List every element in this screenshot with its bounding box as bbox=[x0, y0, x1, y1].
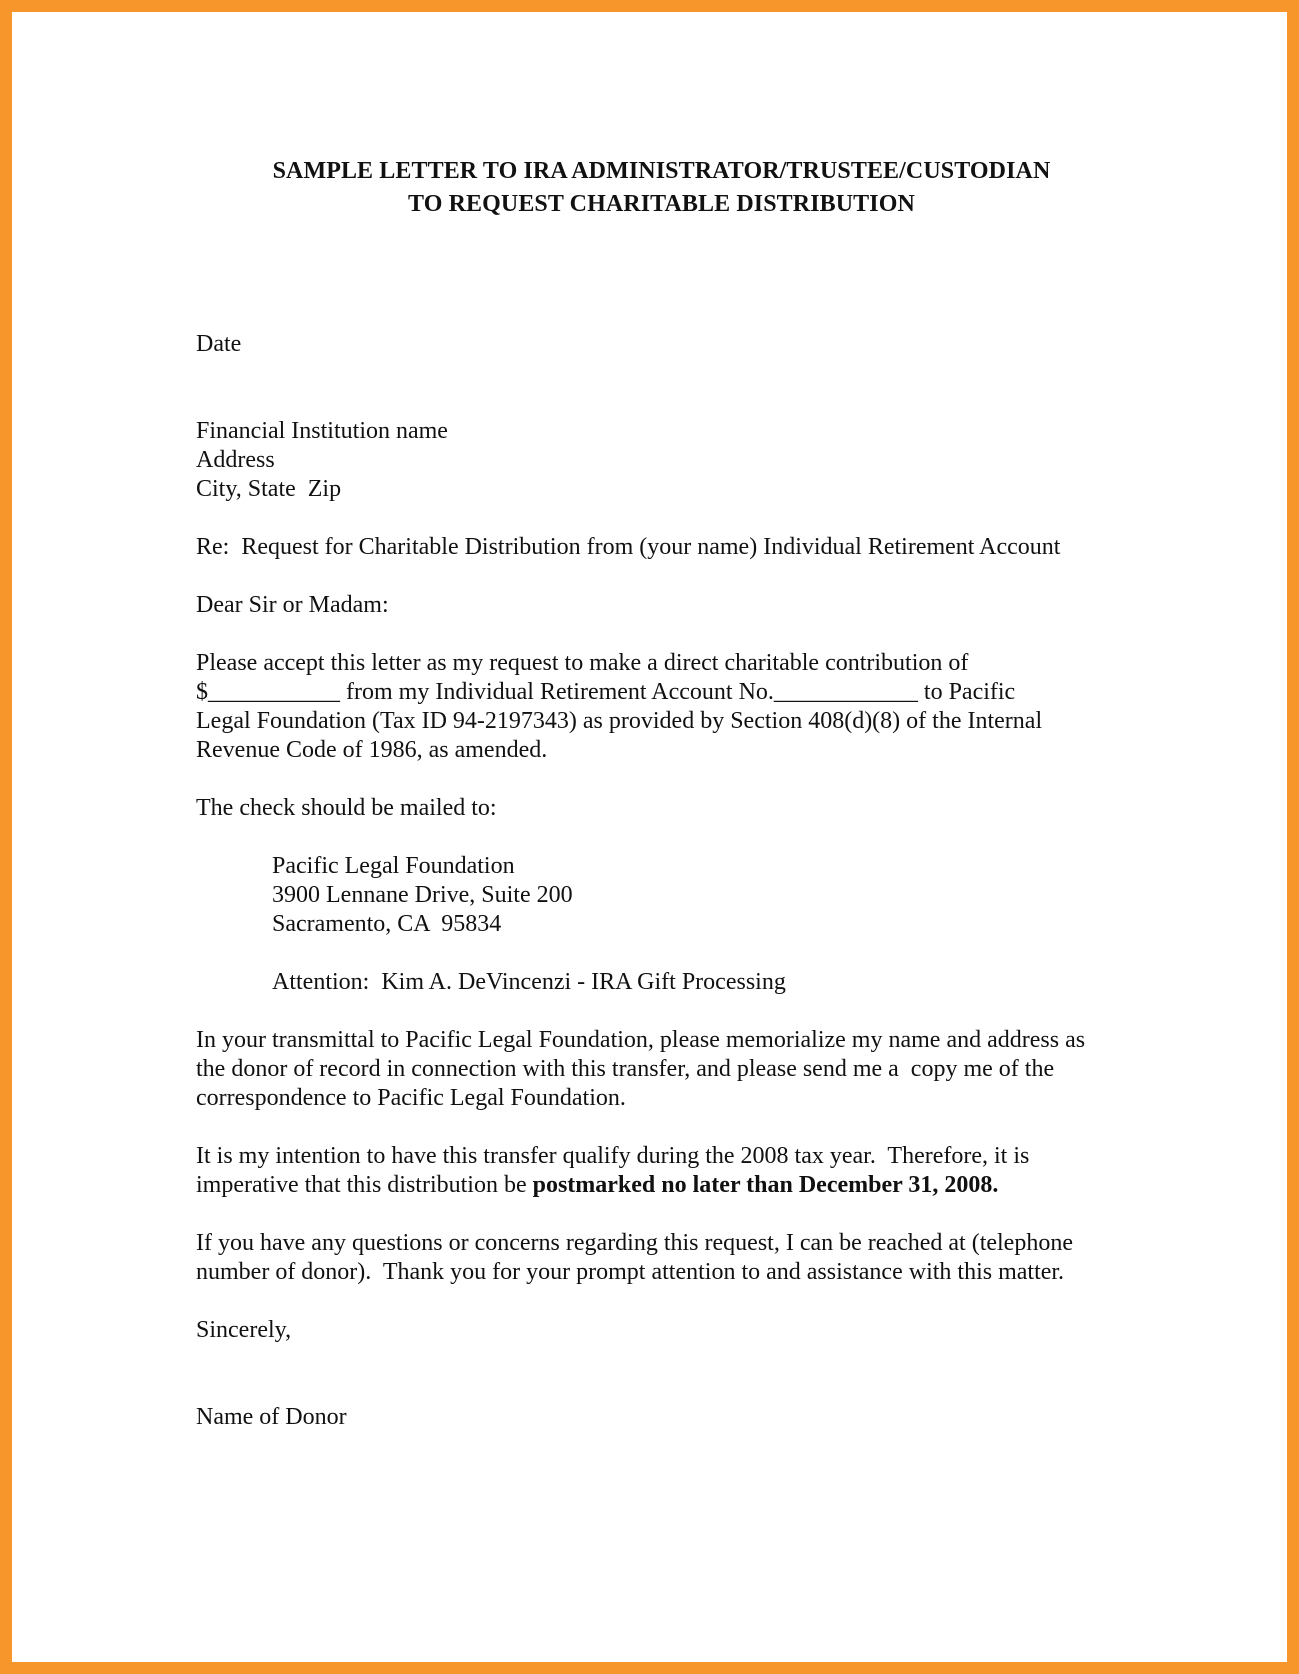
para1-line-3: Legal Foundation (Tax ID 94-2197343) as provided by Section 408(d)(8) of the Internal bbox=[196, 708, 1043, 734]
para3-plain-text: imperative that this distribution be bbox=[196, 1172, 533, 1198]
para3-line-2 bbox=[196, 1171, 998, 1200]
postmark-deadline: postmarked no later than December 31, 2008. bbox=[532, 1172, 999, 1198]
date-line: Date bbox=[196, 331, 242, 357]
title-line-1: SAMPLE LETTER TO IRA ADMINISTRATOR/TRUSTEE/CUSTODIAN bbox=[272, 158, 1051, 184]
para4-line-2: number of donor). Thank you for your prompt attention to and assistance with this matter. bbox=[196, 1259, 1065, 1285]
para4-line-1: If you have any questions or concerns regarding this request, I can be reached at (telephone bbox=[196, 1230, 1073, 1256]
para1-line-4: Revenue Code of 1986, as amended. bbox=[196, 737, 548, 763]
mail-city: Sacramento, CA 95834 bbox=[272, 911, 502, 937]
title-line-2: TO REQUEST CHARITABLE DISTRIBUTION bbox=[408, 191, 915, 217]
para2-line-2: the donor of record in connection with this transfer, and please send me a copy me of the bbox=[196, 1056, 1055, 1082]
para1-line-2: $___________ from my Individual Retirement Account No.____________ to Pacific bbox=[196, 679, 1016, 705]
recipient-city-state-zip: City, State Zip bbox=[196, 476, 342, 502]
recipient-name: Financial Institution name bbox=[196, 418, 448, 444]
subject-line: Re: Request for Charitable Distribution from (your name) Individual Retirement Account bbox=[196, 534, 1061, 560]
para2-line-3: correspondence to Pacific Legal Foundation. bbox=[196, 1085, 626, 1111]
closing: Sincerely, bbox=[196, 1317, 292, 1343]
recipient-address: Address bbox=[196, 447, 275, 473]
mail-intro: The check should be mailed to: bbox=[196, 795, 497, 821]
salutation: Dear Sir or Madam: bbox=[196, 592, 389, 618]
para2-line-1: In your transmittal to Pacific Legal Foundation, please memorialize my name and address as bbox=[196, 1027, 1086, 1053]
para3-line-1: It is my intention to have this transfer qualify during the 2008 tax year. Therefore, it is bbox=[196, 1143, 1030, 1169]
para1-line-1: Please accept this letter as my request to make a direct charitable contribution of bbox=[196, 650, 969, 676]
mail-name: Pacific Legal Foundation bbox=[272, 853, 515, 879]
signature-name: Name of Donor bbox=[196, 1404, 347, 1430]
mail-street: 3900 Lennane Drive, Suite 200 bbox=[272, 882, 573, 908]
mail-attention: Attention: Kim A. DeVincenzi - IRA Gift Processing bbox=[272, 969, 786, 995]
letter-title bbox=[12, 155, 1299, 221]
